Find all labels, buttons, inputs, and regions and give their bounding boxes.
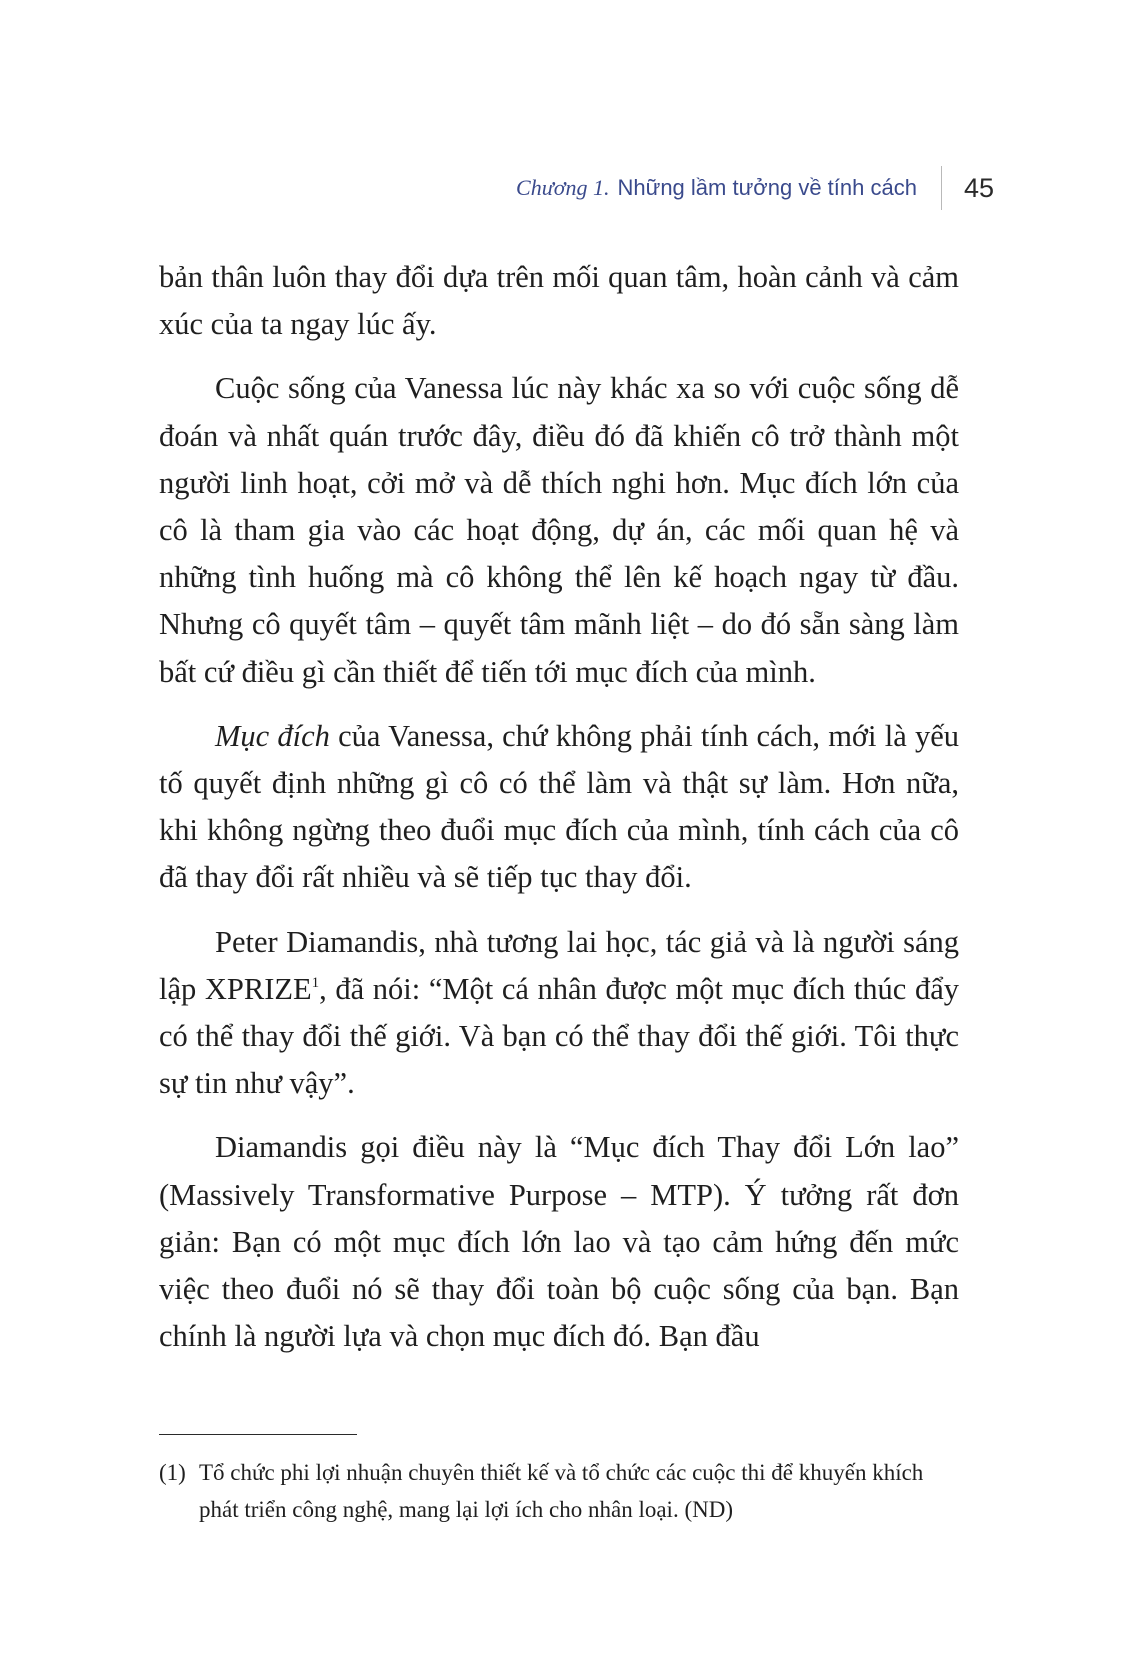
paragraph — [159, 713, 959, 902]
header-divider — [941, 166, 942, 210]
footnote-marker: (1) — [159, 1460, 186, 1485]
paragraph-text: Peter Diamandis, nhà tương lai học, tác giả và là người sáng lập XPRIZE — [159, 924, 959, 1006]
footnote-separator — [159, 1434, 357, 1435]
footnote-text: Tổ chức phi lợi nhuận chuyên thiết kế và tổ chức các cuộc thi để khuyến khích phát triển công nghệ, mang lại lợi ích cho nhân loại. (ND) — [199, 1460, 924, 1522]
paragraph-text: bản thân luôn thay đổi dựa trên mối quan tâm, hoàn cảnh và cảm xúc của ta ngay lúc ấy. — [159, 260, 959, 342]
header-chapter-title: Những lầm tưởng về tính cách — [617, 175, 917, 200]
paragraph-text: Cuộc sống của Vanessa lúc này khác xa so với cuộc sống dễ đoán và nhất quán trước đây, điều đó đã khiến cô trở thành một người linh hoạt, cởi mở và dễ thích nghi hơn. Mục đích lớn của cô là tham gia vào các hoạt động, dự án, các mối quan hệ và những tình huống mà cô không thể lên kế hoạch ngay từ đầu. Nhưng cô quyết tâm – quyết tâm mãnh liệt – do đó sẵn sàng làm bất cứ điều gì cần thiết để tiến tới mục đích của mình. — [159, 371, 959, 689]
paragraph-continued — [159, 254, 959, 348]
footnote — [159, 1454, 959, 1528]
paragraph-text: , đã nói: “Một cá nhân được một mục đích thúc đẩy có thể thay đổi thế giới. Và bạn có thể thay đổi thế giới. Tôi thực sự tin như vậy”. — [159, 971, 959, 1101]
page-number: 45 — [963, 172, 994, 203]
italic-emphasis: Mục đích — [215, 718, 330, 753]
paragraph — [159, 1124, 959, 1360]
footnote-reference[interactable]: 1 — [311, 974, 320, 991]
running-header — [516, 166, 994, 210]
header-chapter-label: Chương 1. — [516, 175, 610, 200]
paragraph — [159, 365, 959, 695]
body-text — [159, 254, 959, 1360]
paragraph-text: Diamandis gọi điều này là “Mục đích Thay đổi Lớn lao” (Massively Transformative Purpose – MTP). Ý tưởng rất đơn giản: Bạn có một mục đích lớn lao và tạo cảm hứng đến mức việc theo đuổi nó sẽ thay đổi toàn bộ cuộc sống của bạn. Bạn chính là người lựa và chọn mục đích đó. Bạn đầu — [159, 1130, 959, 1354]
paragraph — [159, 919, 959, 1108]
paragraph-text: của Vanessa, chứ không phải tính cách, mới là yếu tố quyết định những gì cô có thể làm và thật sự làm. Hơn nữa, khi không ngừng theo đuổi mục đích của mình, tính cách của cô đã thay đổi rất nhiều và sẽ tiếp tục thay đổi. — [159, 718, 959, 895]
